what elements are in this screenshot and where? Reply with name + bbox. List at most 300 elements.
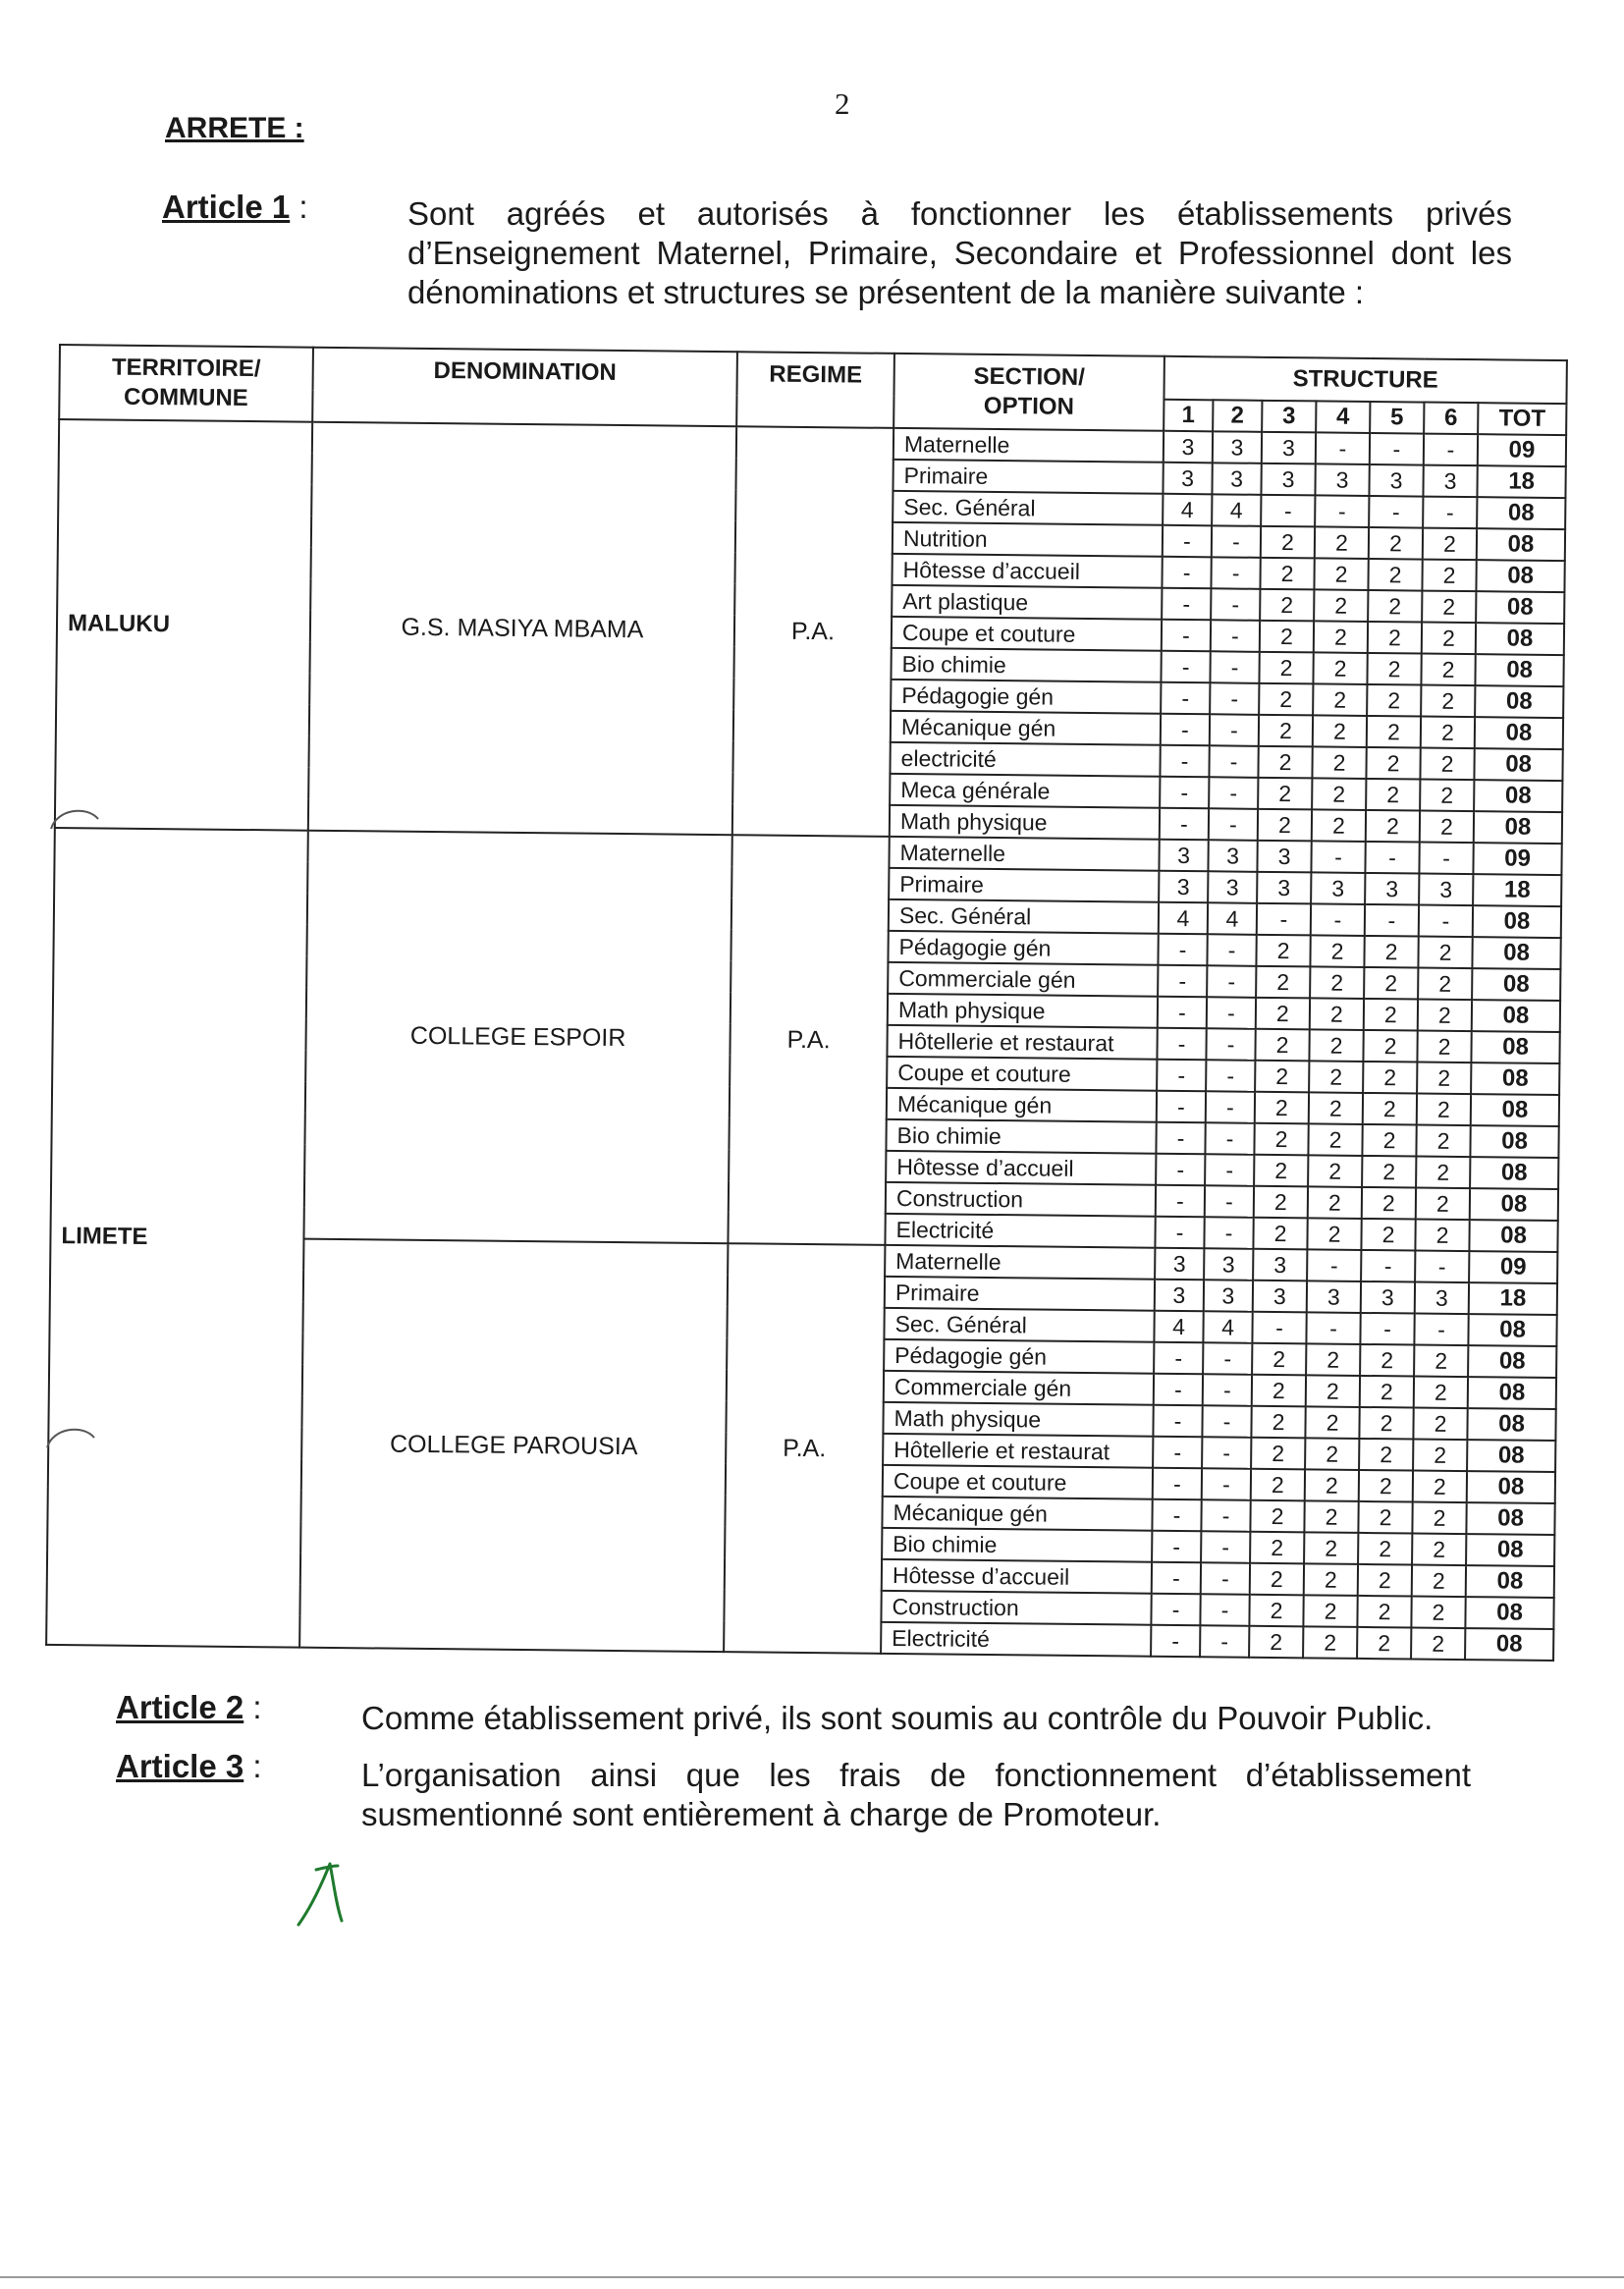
level-cell: 2 [1369, 527, 1423, 560]
level-cell: 2 [1312, 809, 1366, 842]
level-cell: 2 [1367, 653, 1421, 685]
level-cell: 2 [1413, 1440, 1467, 1472]
level-cell: - [1157, 1060, 1206, 1092]
level-cell: 3 [1415, 1282, 1469, 1315]
level-cell: 2 [1258, 746, 1312, 779]
level-cell: - [1209, 745, 1258, 778]
level-cell: 2 [1312, 746, 1366, 779]
tot-cell: 08 [1468, 1345, 1556, 1378]
punch-hole-mark [43, 1422, 102, 1451]
level-cell: - [1160, 777, 1209, 809]
level-cell: - [1201, 1531, 1250, 1563]
header-section [893, 354, 1164, 431]
header-structure-label: STRUCTURE [1292, 365, 1438, 394]
level-cell: 4 [1208, 902, 1257, 935]
table-body [46, 419, 1566, 1661]
level-cell: 2 [1258, 778, 1312, 810]
level-cell: 2 [1252, 1343, 1306, 1376]
level-cell: - [1162, 620, 1211, 652]
level-cell: 2 [1309, 1029, 1363, 1062]
level-cell: - [1210, 651, 1259, 683]
level-cell: - [1311, 841, 1365, 873]
tot-cell: 08 [1476, 591, 1564, 624]
level-cell: 3 [1261, 463, 1315, 496]
level-cell: 3 [1369, 464, 1423, 497]
level-cell: 2 [1261, 526, 1315, 559]
level-cell: 2 [1305, 1406, 1359, 1439]
level-cell: - [1365, 842, 1419, 874]
section-cell: Maternelle [889, 837, 1159, 871]
level-cell: - [1202, 1468, 1251, 1500]
level-cell: 2 [1420, 748, 1474, 781]
level-cell: - [1154, 1374, 1203, 1406]
level-cell: 2 [1250, 1563, 1304, 1596]
level-cell: 2 [1413, 1408, 1467, 1441]
header-level-2: 2 [1213, 400, 1262, 432]
header-denomination-label: DENOMINATION [433, 356, 617, 386]
section-cell: Sec. Général [893, 491, 1163, 525]
level-cell: - [1153, 1405, 1202, 1438]
level-cell: 2 [1414, 1377, 1468, 1409]
level-cell: - [1152, 1562, 1201, 1595]
level-cell: 2 [1259, 715, 1313, 747]
level-cell: 2 [1255, 1092, 1309, 1124]
section-cell: Hôtesse d’accueil [882, 1559, 1152, 1594]
level-cell: 2 [1310, 998, 1364, 1030]
tot-cell: 08 [1469, 1220, 1557, 1252]
punch-hole-mark [47, 803, 106, 833]
section-cell: Construction [881, 1591, 1151, 1625]
tot-cell: 08 [1471, 1094, 1559, 1126]
level-cell: 4 [1163, 494, 1212, 526]
tot-cell: 08 [1465, 1597, 1553, 1629]
level-cell: 2 [1362, 1156, 1416, 1188]
level-cell: - [1424, 434, 1478, 466]
level-cell: - [1161, 682, 1210, 715]
level-cell: - [1423, 497, 1477, 529]
header-denomination [312, 348, 737, 427]
level-cell: 3 [1423, 465, 1477, 498]
level-cell: - [1307, 1249, 1361, 1281]
tot-cell: 08 [1474, 811, 1562, 844]
level-cell: - [1154, 1342, 1203, 1375]
level-cell: 2 [1357, 1627, 1411, 1660]
level-cell: 3 [1361, 1281, 1415, 1314]
tot-cell: 08 [1470, 1188, 1558, 1221]
regime-cell: P.A. [724, 1243, 885, 1654]
section-cell: Bio chimie [886, 1119, 1156, 1154]
level-cell: 2 [1364, 999, 1418, 1031]
level-cell: 2 [1251, 1469, 1305, 1501]
article-1-colon: : [298, 189, 308, 225]
level-cell: - [1156, 1185, 1205, 1218]
level-cell: 2 [1258, 809, 1312, 842]
level-cell: 3 [1212, 463, 1261, 495]
level-cell: 3 [1208, 871, 1257, 903]
section-cell: Coupe et couture [887, 1057, 1157, 1091]
section-cell: Commerciale gén [888, 962, 1158, 997]
level-cell: 2 [1251, 1438, 1305, 1470]
level-cell: - [1201, 1499, 1250, 1532]
article-2-text [361, 1699, 1471, 1738]
header-level-5: 5 [1370, 402, 1424, 434]
handwritten-initial [295, 1854, 353, 1933]
level-cell: 2 [1260, 589, 1314, 622]
level-cell: 2 [1368, 622, 1422, 654]
level-cell: - [1211, 588, 1260, 621]
level-cell: - [1365, 904, 1419, 937]
section-cell: Primaire [893, 460, 1163, 494]
level-cell: - [1205, 1154, 1254, 1186]
level-cell: 2 [1359, 1439, 1413, 1471]
level-cell: 2 [1357, 1596, 1411, 1628]
level-cell: 3 [1257, 872, 1311, 904]
level-cell: 2 [1309, 1061, 1363, 1093]
level-cell: 2 [1250, 1500, 1304, 1533]
level-cell: 2 [1308, 1186, 1362, 1219]
section-cell: Coupe et couture [892, 617, 1162, 651]
level-cell: 2 [1418, 937, 1472, 969]
level-cell: - [1206, 1091, 1255, 1123]
header-territoire [59, 345, 313, 422]
level-cell: - [1252, 1312, 1306, 1344]
level-cell: 3 [1253, 1281, 1307, 1313]
tot-cell: 08 [1475, 717, 1563, 749]
level-cell: - [1419, 843, 1473, 875]
section-cell: Math physique [890, 805, 1160, 840]
level-cell: - [1200, 1625, 1249, 1658]
section-cell: Sec. Général [889, 899, 1159, 934]
level-cell: - [1156, 1154, 1205, 1186]
level-cell: 2 [1422, 591, 1476, 624]
level-cell: 2 [1366, 810, 1420, 843]
level-cell: 2 [1417, 1063, 1471, 1095]
level-cell: 4 [1154, 1311, 1203, 1343]
tot-cell: 08 [1472, 937, 1560, 969]
level-cell: - [1151, 1625, 1200, 1658]
level-cell: - [1311, 903, 1365, 936]
level-cell: 2 [1250, 1532, 1304, 1564]
header-regime-label: REGIME [769, 360, 863, 389]
level-cell: 2 [1368, 559, 1422, 591]
arrete-heading: ARRETE : [165, 112, 304, 144]
level-cell: - [1156, 1122, 1205, 1155]
section-cell: Bio chimie [882, 1528, 1152, 1562]
article-3-title: Article 3 [116, 1748, 244, 1784]
section-cell: Bio chimie [891, 648, 1161, 682]
tot-cell: 08 [1471, 1063, 1559, 1095]
header-level-4: 4 [1316, 401, 1370, 433]
level-cell: - [1211, 557, 1260, 589]
tot-cell: 09 [1473, 843, 1561, 875]
section-cell: Maternelle [885, 1245, 1155, 1280]
level-cell: 2 [1314, 589, 1368, 622]
tot-cell: 08 [1474, 780, 1562, 812]
level-cell: 2 [1314, 621, 1368, 653]
level-cell: 2 [1422, 623, 1476, 655]
level-cell: 3 [1204, 1248, 1253, 1281]
tot-cell: 08 [1477, 497, 1565, 529]
section-cell: Mécanique gén [882, 1497, 1152, 1531]
article-1-title: Article 1 [162, 189, 291, 225]
level-cell: - [1160, 745, 1209, 778]
level-cell: 2 [1412, 1534, 1466, 1566]
level-cell: 2 [1259, 683, 1313, 716]
tot-cell: 08 [1475, 685, 1563, 718]
section-cell: Pédagogie gén [884, 1339, 1154, 1374]
level-cell: 2 [1256, 998, 1310, 1030]
level-cell: 2 [1421, 685, 1475, 718]
section-cell: Pédagogie gén [891, 680, 1161, 714]
tot-cell: 08 [1465, 1628, 1553, 1661]
level-cell: - [1205, 1185, 1254, 1218]
level-cell: - [1414, 1314, 1468, 1346]
level-cell: 2 [1415, 1220, 1469, 1252]
level-cell: - [1419, 905, 1473, 938]
level-cell: 2 [1416, 1188, 1470, 1221]
level-cell: 2 [1254, 1123, 1308, 1156]
level-cell: 2 [1423, 528, 1477, 561]
level-cell: - [1202, 1437, 1251, 1469]
article-3-line: L’organisation ainsi que les frais de fonctionnement d’établissement [361, 1757, 1471, 1793]
level-cell: 2 [1251, 1406, 1305, 1439]
level-cell: 2 [1362, 1187, 1416, 1220]
section-cell: Electricité [881, 1622, 1151, 1657]
tot-cell: 08 [1467, 1408, 1555, 1441]
regime-cell: P.A. [728, 835, 889, 1245]
level-cell: 3 [1262, 432, 1316, 464]
level-cell: 2 [1358, 1533, 1412, 1565]
level-cell: - [1204, 1217, 1253, 1249]
level-cell: - [1369, 496, 1423, 528]
article-1-line: d’Enseignement Maternel, Primaire, Secondaire et Professionnel dont les [407, 235, 1512, 271]
level-cell: 2 [1368, 590, 1422, 623]
article-2-colon: : [252, 1689, 262, 1725]
tot-cell: 08 [1466, 1565, 1554, 1598]
level-cell: - [1161, 651, 1210, 683]
tot-cell: 18 [1473, 874, 1561, 906]
header-level-1: 1 [1164, 400, 1213, 432]
section-cell: Math physique [883, 1402, 1153, 1437]
tot-cell: 08 [1467, 1471, 1555, 1503]
article-1-line: Sont agréés et autorisés à fonctionner les établissements privés [407, 195, 1512, 232]
section-cell: Construction [886, 1182, 1156, 1217]
denomination-cell: G.S. MASIYA MBAMA [308, 422, 736, 836]
section-cell: Primaire [889, 868, 1159, 902]
tot-cell: 08 [1468, 1314, 1556, 1346]
level-cell: 3 [1307, 1281, 1361, 1313]
level-cell: - [1155, 1217, 1204, 1249]
level-cell: 2 [1309, 1092, 1363, 1124]
level-cell: - [1360, 1313, 1414, 1345]
level-cell: 3 [1315, 463, 1369, 496]
article-2-line: Comme établissement privé, ils sont soumis au contrôle du Pouvoir Public. [361, 1700, 1434, 1736]
level-cell: 4 [1159, 902, 1208, 935]
level-cell: 3 [1208, 840, 1257, 872]
level-cell: 3 [1257, 841, 1311, 873]
article-3-label [116, 1748, 262, 1785]
level-cell: 2 [1304, 1500, 1358, 1533]
level-cell: 3 [1213, 431, 1262, 463]
level-cell: 2 [1313, 715, 1367, 747]
section-cell: Mécanique gén [891, 711, 1161, 745]
level-cell: - [1162, 557, 1211, 589]
level-cell: - [1209, 808, 1258, 841]
level-cell: 2 [1359, 1407, 1413, 1440]
level-cell: 2 [1367, 716, 1421, 748]
level-cell: 3 [1204, 1280, 1253, 1312]
level-cell: 3 [1164, 431, 1213, 463]
level-cell: 4 [1203, 1311, 1252, 1343]
level-cell: 2 [1364, 936, 1418, 968]
tot-cell: 08 [1473, 905, 1561, 938]
article-3-text [361, 1756, 1471, 1834]
level-cell: 2 [1359, 1470, 1413, 1502]
level-cell: - [1209, 777, 1258, 809]
level-cell: - [1157, 1028, 1206, 1061]
level-cell: - [1160, 808, 1209, 841]
level-cell: - [1361, 1250, 1415, 1282]
section-cell: Electricité [885, 1214, 1155, 1248]
level-cell: 2 [1249, 1626, 1303, 1659]
tot-cell: 08 [1476, 623, 1564, 655]
tot-cell: 08 [1471, 1031, 1559, 1063]
level-cell: 2 [1418, 1000, 1472, 1032]
header-level-6: 6 [1424, 403, 1478, 435]
level-cell: 2 [1414, 1345, 1468, 1378]
level-cell: 2 [1305, 1469, 1359, 1501]
level-cell: 2 [1306, 1343, 1360, 1376]
level-cell: 2 [1420, 780, 1474, 812]
level-cell: 2 [1315, 526, 1369, 559]
section-cell: Sec. Général [884, 1308, 1154, 1342]
article-3-colon: : [252, 1748, 262, 1784]
article-1-text [407, 194, 1512, 312]
level-cell: - [1316, 432, 1370, 464]
level-cell: 2 [1362, 1124, 1416, 1157]
level-cell: 2 [1422, 560, 1476, 592]
header-territoire-label: TERRITOIRE/ COMMUNE [111, 354, 261, 412]
level-cell: 2 [1252, 1375, 1306, 1407]
level-cell: - [1162, 588, 1211, 621]
level-cell: - [1257, 903, 1311, 936]
level-cell: 2 [1255, 1061, 1309, 1093]
level-cell: 2 [1416, 1157, 1470, 1189]
level-cell: - [1415, 1251, 1469, 1283]
level-cell: 2 [1249, 1595, 1303, 1627]
level-cell: 3 [1311, 872, 1365, 904]
level-cell: 2 [1313, 652, 1367, 684]
level-cell: 2 [1310, 966, 1364, 999]
level-cell: - [1158, 965, 1207, 998]
level-cell: 2 [1361, 1219, 1415, 1251]
level-cell: 2 [1412, 1564, 1466, 1597]
page-bottom-edge [0, 2276, 1624, 2278]
section-cell: Maternelle [893, 428, 1164, 463]
level-cell: 2 [1363, 1062, 1417, 1094]
level-cell: 2 [1360, 1376, 1414, 1408]
level-cell: - [1202, 1405, 1251, 1438]
level-cell: 2 [1363, 1093, 1417, 1125]
level-cell: 3 [1253, 1249, 1307, 1281]
level-cell: 2 [1260, 621, 1314, 653]
level-cell: - [1205, 1122, 1254, 1155]
level-cell: 3 [1159, 840, 1208, 872]
level-cell: 2 [1411, 1627, 1465, 1660]
level-cell: 2 [1358, 1564, 1412, 1597]
tot-cell: 08 [1466, 1534, 1554, 1566]
section-cell: Math physique [888, 994, 1158, 1028]
tot-cell: 08 [1477, 528, 1565, 561]
level-cell: 2 [1366, 779, 1420, 811]
territoire-cell: MALUKU [55, 419, 312, 831]
level-cell: 2 [1421, 654, 1475, 686]
level-cell: 2 [1255, 1029, 1309, 1062]
level-cell: 2 [1312, 778, 1366, 810]
section-cell: Primaire [885, 1277, 1155, 1311]
level-cell: 2 [1259, 652, 1313, 684]
header-regime [736, 352, 894, 428]
section-cell: Hôtellerie et restaurat [883, 1434, 1153, 1468]
level-cell: 2 [1253, 1218, 1307, 1250]
tot-cell: 09 [1469, 1251, 1557, 1283]
tot-cell: 18 [1469, 1282, 1557, 1315]
article-3-line: susmentionné sont entièrement à charge de Promoteur. [361, 1796, 1162, 1832]
level-cell: - [1206, 1060, 1255, 1092]
denomination-cell: COLLEGE PAROUSIA [299, 1239, 728, 1653]
tot-cell: 08 [1472, 968, 1560, 1001]
tot-cell: 08 [1476, 560, 1564, 592]
level-cell: - [1315, 495, 1369, 527]
level-cell: 2 [1313, 683, 1367, 716]
level-cell: - [1153, 1468, 1202, 1500]
tot-cell: 18 [1477, 465, 1565, 498]
section-cell: electricité [890, 742, 1160, 777]
level-cell: 2 [1307, 1218, 1361, 1250]
header-structure [1164, 356, 1566, 404]
level-cell: 2 [1420, 811, 1474, 844]
level-cell: - [1207, 997, 1256, 1029]
header-section-label: SECTION/ OPTION [973, 362, 1086, 420]
level-cell: - [1207, 934, 1256, 966]
page-number: 2 [835, 86, 850, 121]
level-cell: - [1211, 620, 1260, 652]
level-cell: - [1152, 1499, 1201, 1532]
article-1-label [162, 189, 308, 226]
tot-cell: 08 [1470, 1125, 1558, 1158]
level-cell: 3 [1159, 871, 1208, 903]
level-cell: 2 [1310, 935, 1364, 967]
section-cell: Coupe et couture [883, 1465, 1153, 1499]
article-2-label [116, 1689, 262, 1726]
section-cell: Art plastique [892, 585, 1162, 620]
level-cell: - [1210, 682, 1259, 715]
section-cell: Hôtellerie et restaurat [887, 1025, 1157, 1060]
level-cell: - [1261, 495, 1315, 527]
level-cell: 2 [1360, 1344, 1414, 1377]
level-cell: - [1161, 714, 1210, 746]
level-cell: 3 [1419, 874, 1473, 906]
level-cell: 2 [1411, 1596, 1465, 1628]
level-cell: - [1151, 1594, 1200, 1626]
level-cell: 2 [1305, 1438, 1359, 1470]
level-cell: - [1163, 525, 1212, 558]
level-cell: 3 [1163, 463, 1212, 495]
level-cell: - [1157, 1091, 1206, 1123]
level-cell: 2 [1412, 1502, 1466, 1535]
level-cell: - [1200, 1594, 1249, 1626]
tot-cell: 08 [1468, 1377, 1556, 1409]
